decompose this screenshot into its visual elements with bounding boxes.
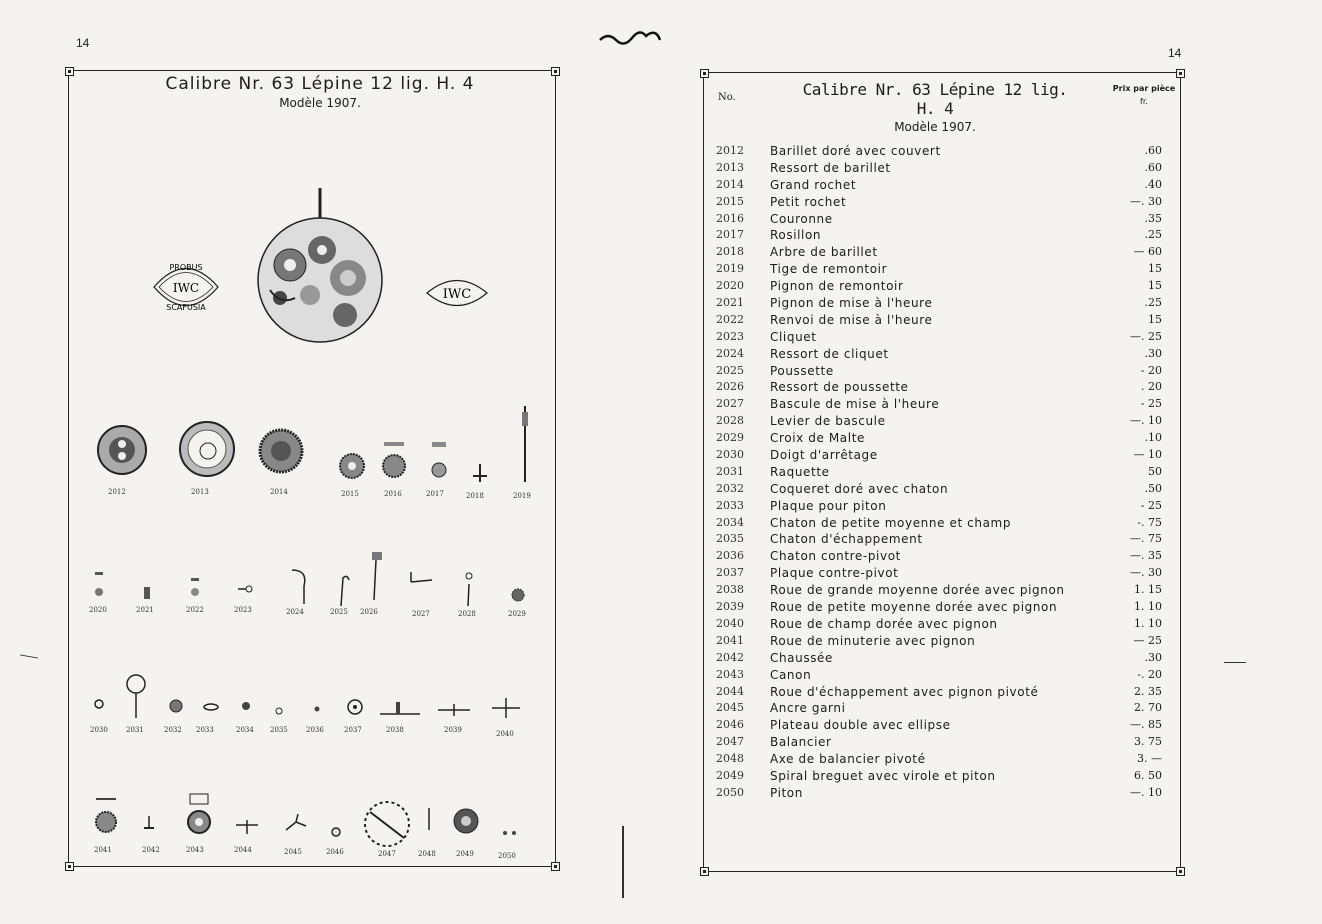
part-label: 2031 xyxy=(126,726,144,734)
part-2032-icon xyxy=(168,698,184,714)
part-label: 2044 xyxy=(234,846,252,854)
item-price: 1. 15 xyxy=(1134,583,1162,597)
price-list-row xyxy=(712,583,1172,600)
item-number: 2026 xyxy=(716,380,744,394)
part-label: 2018 xyxy=(466,492,484,500)
item-price: .25 xyxy=(1144,228,1162,242)
item-price: 3. 75 xyxy=(1134,735,1162,749)
item-price: .40 xyxy=(1144,177,1162,191)
item-price: - 25 xyxy=(1140,498,1162,512)
right-page-title: Calibre Nr. 63 Lépine 12 lig. H. 4 xyxy=(802,80,1068,118)
part-2014-icon xyxy=(258,428,304,474)
item-number: 2029 xyxy=(716,431,744,445)
item-description: Barillet doré avec couvert xyxy=(770,144,941,158)
part-2013-icon xyxy=(178,420,236,478)
part-2015-icon xyxy=(338,452,366,480)
part-2028-icon xyxy=(462,570,476,610)
item-price: 2. 70 xyxy=(1134,701,1162,715)
item-price: —. 10 xyxy=(1130,414,1162,428)
price-list-row xyxy=(712,262,1172,279)
left-title-block xyxy=(130,74,510,110)
part-2041-icon xyxy=(94,796,118,834)
item-number: 2015 xyxy=(716,194,744,208)
price-list-row xyxy=(712,313,1172,330)
scan-mark xyxy=(1224,662,1246,663)
part-label: 2021 xyxy=(136,606,154,614)
item-description: Tige de remontoir xyxy=(770,262,888,277)
item-number: 2033 xyxy=(716,498,744,512)
part-2021-icon xyxy=(141,585,153,601)
item-number: 2018 xyxy=(716,245,744,259)
part-label: 2012 xyxy=(108,488,126,496)
part-2045-icon xyxy=(284,812,308,834)
price-list-row xyxy=(712,566,1172,583)
price-list-row xyxy=(712,651,1172,668)
price-list-row xyxy=(712,245,1172,262)
item-description: Ressort de poussette xyxy=(770,380,909,395)
part-label: 2042 xyxy=(142,846,160,854)
item-price: .60 xyxy=(1144,160,1162,174)
part-2039-icon xyxy=(436,700,472,718)
frame-corner xyxy=(65,862,74,871)
price-list-row xyxy=(712,634,1172,651)
item-number: 2027 xyxy=(716,397,744,411)
part-label: 2038 xyxy=(386,726,404,734)
item-number: 2039 xyxy=(716,600,744,614)
part-2019-icon xyxy=(518,404,532,484)
price-list-row xyxy=(712,195,1172,212)
part-label: 2013 xyxy=(191,488,209,496)
left-page-title: Calibre Nr. 63 Lépine 12 lig. H. 4 xyxy=(165,74,475,94)
probus-center-text: IWC xyxy=(172,281,200,295)
item-description: Axe de balancier pivoté xyxy=(770,752,926,767)
part-label: 2041 xyxy=(94,846,112,854)
item-number: 2032 xyxy=(716,481,744,495)
price-list-row xyxy=(712,668,1172,685)
item-number: 2024 xyxy=(716,346,744,360)
right-page-number: 14 xyxy=(1168,46,1182,60)
item-price: —. 30 xyxy=(1130,566,1162,580)
item-number: 2042 xyxy=(716,650,744,664)
probus-top-text: PROBUS xyxy=(169,263,203,272)
item-price: 15 xyxy=(1148,262,1162,276)
part-label: 2029 xyxy=(508,610,526,618)
part-2034-icon xyxy=(240,700,252,712)
price-list-row xyxy=(712,718,1172,735)
part-2035-icon xyxy=(274,706,284,716)
item-price: 1. 10 xyxy=(1134,600,1162,614)
item-price: —. 25 xyxy=(1130,329,1162,343)
part-label: 2043 xyxy=(186,846,204,854)
price-list-row xyxy=(712,178,1172,195)
part-label: 2037 xyxy=(344,726,362,734)
iwc-logo-text: IWC xyxy=(442,287,472,302)
item-description: Ressort de barillet xyxy=(770,160,891,175)
item-description: Ancre garni xyxy=(770,701,846,716)
frame-corner xyxy=(700,69,709,78)
item-price: .25 xyxy=(1144,296,1162,310)
price-list-row xyxy=(712,296,1172,313)
item-description: Chaton contre-pivot xyxy=(770,549,901,564)
price-list-row xyxy=(712,431,1172,448)
price-list-row xyxy=(712,397,1172,414)
item-number: 2038 xyxy=(716,583,744,597)
item-price: -. 75 xyxy=(1137,515,1162,529)
item-price: 1. 10 xyxy=(1134,616,1162,630)
frame-corner xyxy=(1176,867,1185,876)
part-2044-icon xyxy=(234,814,260,836)
item-price: . 20 xyxy=(1141,380,1162,394)
item-number: 2023 xyxy=(716,329,744,343)
price-list-row xyxy=(712,228,1172,245)
part-2048-icon xyxy=(424,806,434,832)
movement-image xyxy=(250,180,390,350)
part-label: 2036 xyxy=(306,726,324,734)
item-description: Piton xyxy=(770,785,803,800)
price-list-row xyxy=(712,769,1172,786)
price-list-row xyxy=(712,212,1172,229)
item-price: —. 10 xyxy=(1130,785,1162,799)
part-2043-icon xyxy=(184,790,214,840)
item-number: 2045 xyxy=(716,701,744,715)
part-label: 2019 xyxy=(513,492,531,500)
item-number: 2043 xyxy=(716,667,744,681)
column-header-no: No. xyxy=(718,92,736,103)
price-list-row xyxy=(712,144,1172,161)
frame-corner xyxy=(551,862,560,871)
column-header-price-label: Prix par pièce xyxy=(1112,84,1176,93)
price-list-row xyxy=(712,448,1172,465)
item-price: —. 85 xyxy=(1130,718,1162,732)
part-label: 2015 xyxy=(341,490,359,498)
right-title-block xyxy=(790,80,1080,134)
part-2022-icon xyxy=(188,576,202,600)
item-description: Levier de bascule xyxy=(770,414,886,429)
item-description: Chaussée xyxy=(770,650,834,665)
right-page-subtitle: Modèle 1907. xyxy=(894,120,976,134)
item-number: 2036 xyxy=(716,549,744,563)
item-description: Plaque contre-pivot xyxy=(770,566,899,581)
item-number: 2030 xyxy=(716,448,744,462)
part-2038-icon xyxy=(378,698,422,718)
item-description: Rosillon xyxy=(770,228,822,243)
part-2036-icon xyxy=(312,704,322,714)
part-2033-icon xyxy=(202,702,220,712)
part-2047-icon xyxy=(362,798,412,850)
item-description: Coqueret doré avec chaton xyxy=(770,481,949,496)
item-description: Raquette xyxy=(770,464,830,479)
item-number: 2035 xyxy=(716,532,744,546)
item-price: .50 xyxy=(1144,481,1162,495)
frame-corner xyxy=(1176,69,1185,78)
part-label: 2014 xyxy=(270,488,288,496)
item-price: 15 xyxy=(1148,312,1162,326)
part-label: 2030 xyxy=(90,726,108,734)
part-label: 2049 xyxy=(456,850,474,858)
part-2027-icon xyxy=(408,570,434,586)
price-list-row xyxy=(712,549,1172,566)
part-label: 2046 xyxy=(326,848,344,856)
item-description: Canon xyxy=(770,667,812,682)
item-description: Plateau double avec ellipse xyxy=(770,718,951,733)
part-label: 2035 xyxy=(270,726,288,734)
part-label: 2034 xyxy=(236,726,254,734)
price-list-row xyxy=(712,735,1172,752)
price-list xyxy=(712,144,1172,803)
part-label: 2039 xyxy=(444,726,462,734)
item-number: 2046 xyxy=(716,718,744,732)
part-label: 2040 xyxy=(496,730,514,738)
item-description: Croix de Malte xyxy=(770,431,865,446)
item-price: .60 xyxy=(1144,144,1162,157)
part-label: 2047 xyxy=(378,850,396,858)
item-description: Roue de champ dorée avec pignon xyxy=(770,616,998,631)
item-price: — 25 xyxy=(1133,633,1162,647)
item-description: Ressort de cliquet xyxy=(770,346,889,361)
part-2040-icon xyxy=(490,696,522,720)
probus-logo xyxy=(150,256,222,318)
item-number: 2021 xyxy=(716,296,744,310)
part-2049-icon xyxy=(452,806,480,836)
item-number: 2013 xyxy=(716,160,744,174)
column-header-price-unit: fr. xyxy=(1140,97,1148,106)
part-2031-icon xyxy=(124,668,148,720)
part-2016-icon xyxy=(380,440,408,480)
item-price: .35 xyxy=(1144,211,1162,225)
frame-corner xyxy=(700,867,709,876)
left-page-subtitle: Modèle 1907. xyxy=(279,96,361,110)
column-header-price xyxy=(1104,84,1184,106)
price-list-row xyxy=(712,482,1172,499)
part-label: 2026 xyxy=(360,608,378,616)
item-price: 50 xyxy=(1148,464,1162,478)
item-number: 2047 xyxy=(716,735,744,749)
part-2025-icon xyxy=(337,572,351,608)
item-description: Grand rochet xyxy=(770,177,857,192)
item-description: Roue de grande moyenne dorée avec pignon xyxy=(770,583,1065,598)
item-description: Petit rochet xyxy=(770,194,847,209)
item-description: Doigt d'arrêtage xyxy=(770,448,878,463)
part-label: 2033 xyxy=(196,726,214,734)
item-number: 2041 xyxy=(716,633,744,647)
item-number: 2031 xyxy=(716,464,744,478)
part-label: 2016 xyxy=(384,490,402,498)
part-label: 2020 xyxy=(89,606,107,614)
price-list-row xyxy=(712,279,1172,296)
scan-mark xyxy=(20,654,38,658)
item-description: Plaque pour piton xyxy=(770,498,887,513)
item-description: Pignon de remontoir xyxy=(770,279,904,294)
price-list-row xyxy=(712,364,1172,381)
price-list-row xyxy=(712,516,1172,533)
scan-mark xyxy=(622,826,624,898)
item-description: Poussette xyxy=(770,363,834,378)
scan-scribble-icon xyxy=(598,26,664,48)
part-2037-icon xyxy=(346,698,364,716)
item-price: — 60 xyxy=(1133,245,1162,259)
iwc-logo xyxy=(424,276,490,310)
item-price: —. 75 xyxy=(1130,532,1162,546)
price-list-row xyxy=(712,752,1172,769)
part-2024-icon xyxy=(290,566,314,606)
item-description: Chaton de petite moyenne et champ xyxy=(770,515,1012,530)
item-description: Balancier xyxy=(770,735,832,750)
item-price: —. 35 xyxy=(1130,549,1162,563)
part-2020-icon xyxy=(92,570,106,600)
item-number: 2025 xyxy=(716,363,744,377)
part-label: 2028 xyxy=(458,610,476,618)
part-2042-icon xyxy=(142,814,156,832)
price-list-row xyxy=(712,532,1172,549)
part-2012-icon xyxy=(96,424,148,476)
item-number: 2044 xyxy=(716,684,744,698)
part-label: 2022 xyxy=(186,606,204,614)
item-number: 2022 xyxy=(716,312,744,326)
item-number: 2028 xyxy=(716,414,744,428)
price-list-row xyxy=(712,685,1172,702)
price-list-row xyxy=(712,330,1172,347)
price-list-row xyxy=(712,701,1172,718)
item-description: Roue de minuterie avec pignon xyxy=(770,633,976,648)
part-label: 2048 xyxy=(418,850,436,858)
part-2023-icon xyxy=(236,582,254,594)
item-price: 2. 35 xyxy=(1134,684,1162,698)
part-label: 2045 xyxy=(284,848,302,856)
item-price: - 25 xyxy=(1140,397,1162,411)
part-label: 2023 xyxy=(234,606,252,614)
part-2026-icon xyxy=(366,550,386,602)
item-description: Bascule de mise à l'heure xyxy=(770,397,940,412)
part-label: 2025 xyxy=(330,608,348,616)
item-description: Arbre de barillet xyxy=(770,245,878,260)
price-list-row xyxy=(712,380,1172,397)
part-label: 2017 xyxy=(426,490,444,498)
item-number: 2016 xyxy=(716,211,744,225)
item-number: 2019 xyxy=(716,262,744,276)
item-price: .30 xyxy=(1144,346,1162,360)
item-number: 2034 xyxy=(716,515,744,529)
price-list-row xyxy=(712,499,1172,516)
part-2017-icon xyxy=(428,440,450,480)
item-number: 2040 xyxy=(716,616,744,630)
item-description: Renvoi de mise à l'heure xyxy=(770,312,933,327)
item-description: Chaton d'échappement xyxy=(770,532,923,547)
part-label: 2024 xyxy=(286,608,304,616)
part-2018-icon xyxy=(470,462,490,484)
part-2029-icon xyxy=(510,587,526,603)
item-price: .10 xyxy=(1144,431,1162,445)
item-number: 2017 xyxy=(716,228,744,242)
price-list-row xyxy=(712,617,1172,634)
item-description: Roue d'échappement avec pignon pivoté xyxy=(770,684,1039,699)
item-price: 15 xyxy=(1148,279,1162,293)
item-number: 2048 xyxy=(716,752,744,766)
part-label: 2050 xyxy=(498,852,516,860)
left-page-number: 14 xyxy=(76,36,90,50)
frame-corner xyxy=(65,67,74,76)
item-price: - 20 xyxy=(1140,363,1162,377)
item-price: 3. — xyxy=(1137,752,1162,766)
item-number: 2037 xyxy=(716,566,744,580)
frame-corner xyxy=(551,67,560,76)
item-description: Couronne xyxy=(770,211,833,226)
item-price: .30 xyxy=(1144,650,1162,664)
item-price: -. 20 xyxy=(1137,667,1162,681)
item-number: 2049 xyxy=(716,768,744,782)
item-price: 6. 50 xyxy=(1134,768,1162,782)
item-description: Roue de petite moyenne dorée avec pignon xyxy=(770,600,1058,615)
price-list-row xyxy=(712,465,1172,482)
price-list-row xyxy=(712,600,1172,617)
part-2050-icon xyxy=(500,828,520,838)
item-price: —. 30 xyxy=(1130,194,1162,208)
item-number: 2020 xyxy=(716,279,744,293)
item-price: — 10 xyxy=(1133,448,1162,462)
item-number: 2012 xyxy=(716,144,744,157)
item-number: 2014 xyxy=(716,177,744,191)
part-2030-icon xyxy=(92,698,106,710)
part-label: 2032 xyxy=(164,726,182,734)
price-list-row xyxy=(712,161,1172,178)
item-description: Spiral breguet avec virole et piton xyxy=(770,768,996,783)
probus-bottom-text: SCAFUSIA xyxy=(166,303,206,312)
part-2046-icon xyxy=(330,826,342,838)
price-list-row xyxy=(712,414,1172,431)
item-description: Cliquet xyxy=(770,329,817,344)
item-description: Pignon de mise à l'heure xyxy=(770,296,933,311)
price-list-row xyxy=(712,786,1172,803)
price-list-row xyxy=(712,347,1172,364)
item-number: 2050 xyxy=(716,785,744,799)
part-label: 2027 xyxy=(412,610,430,618)
